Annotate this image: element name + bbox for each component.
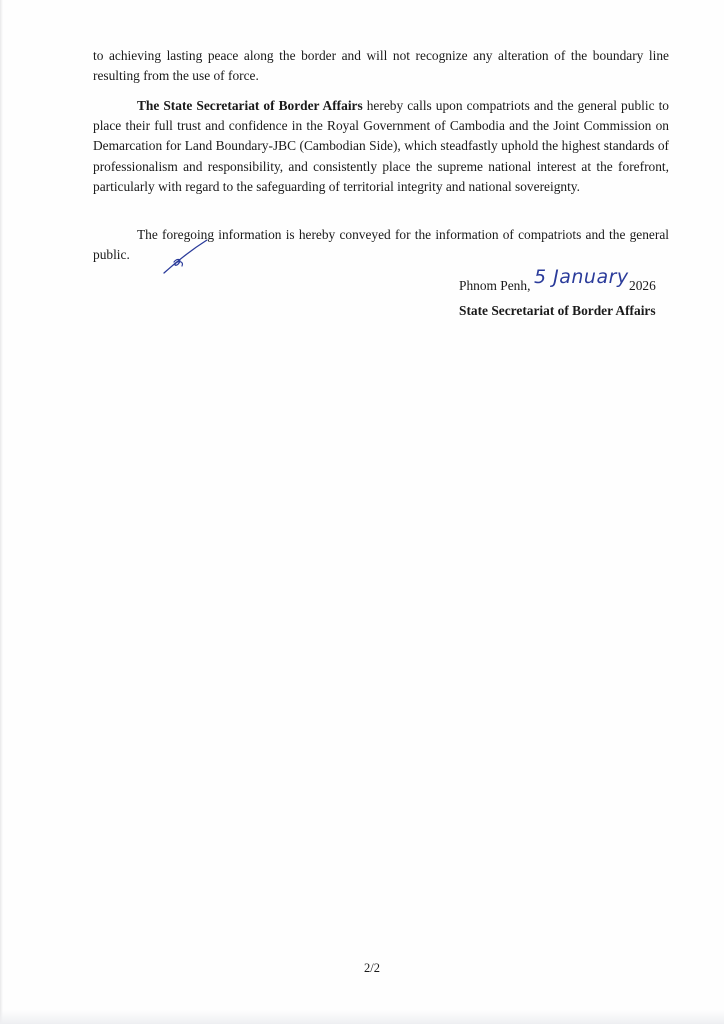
paragraph-2-bold-lead: The State Secretariat of Border Affairs [137, 98, 363, 113]
paragraph-1-text: to achieving lasting peace along the border and will not recognize any alteration of the boundary line resulting from the use of force. [93, 48, 669, 84]
paragraph-2-text: hereby calls upon compatriots and the general public to place their full trust and confidence in the Royal Government of Cambodia and the Joint Commission on Demarcation for Land Boundary-JBC (Cambodian Side), which steadfastly uphold the highest standards of professionalism and responsibility, and consistently place the supreme national interest at the forefront, particularly with regard to the safeguarding of territorial integrity and national sovereignty. [93, 98, 669, 194]
scan-edge-shadow [0, 1010, 724, 1024]
handwritten-date: 5 January [534, 266, 629, 288]
handwritten-initial-mark [160, 236, 210, 276]
issuing-office: State Secretariat of Border Affairs [459, 303, 656, 318]
signature-place: Phnom Penh, [459, 278, 531, 293]
page-number: 2/2 [364, 961, 380, 975]
paragraph-call-to-public [93, 96, 669, 197]
paragraph-continuation [93, 46, 669, 86]
signature-year: 2026 [629, 278, 656, 293]
paragraph-3-text: The foregoing information is hereby conveyed for the information of compatriots and the general public. [93, 227, 669, 263]
